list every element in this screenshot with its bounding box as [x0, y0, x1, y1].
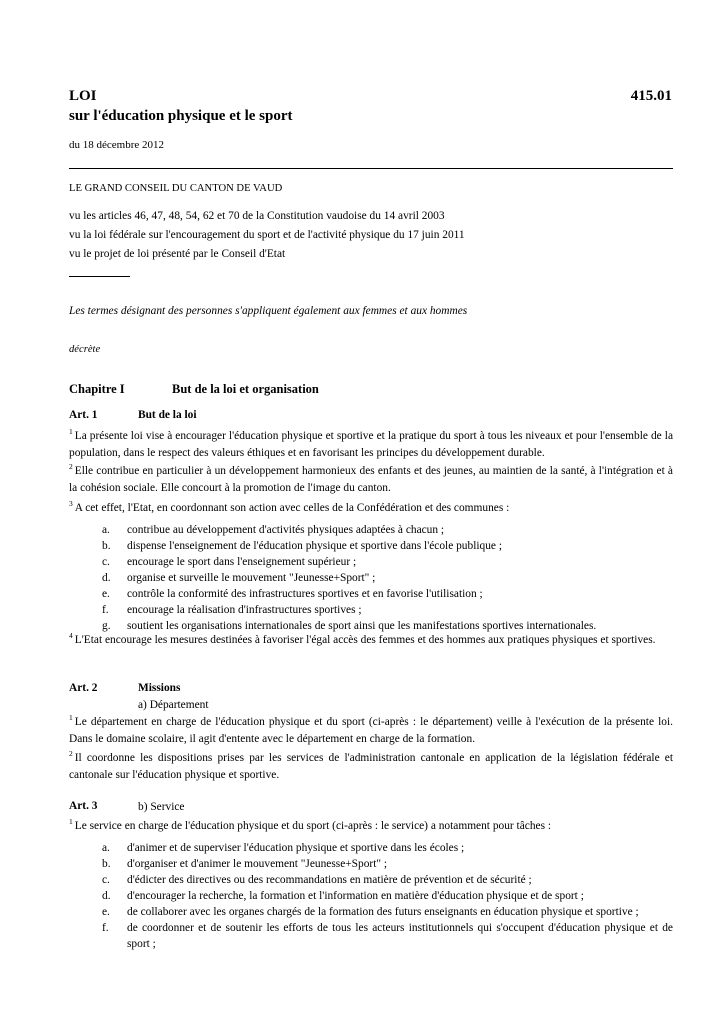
consideration: vu la loi fédérale sur l'encouragement du sport et de l'activité physique du 17 juin 2011 — [69, 229, 465, 241]
article-title: Missions — [138, 682, 181, 694]
article-label: Art. 2 — [69, 682, 98, 694]
list-item-text: organise et surveille le mouvement "Jeunesse+Sport" ; — [127, 572, 376, 584]
list-item-text: d'organiser et d'animer le mouvement "Jeunesse+Sport" ; — [127, 858, 388, 870]
law-title: sur l'éducation physique et le sport — [69, 108, 293, 124]
paragraph-text: Le département en charge de l'éducation physique et du sport (ci-après : le département) veille à l'exécution de la présente loi. Dans le domaine scolaire, il agit d'entente avec le département en charge de la formation. — [69, 716, 673, 745]
paragraph — [69, 714, 673, 748]
paragraph-text: A cet effet, l'Etat, en coordonnant son action avec celles de la Confédération et des communes : — [74, 502, 510, 514]
paragraph — [69, 463, 673, 497]
paragraph-text: La présente loi vise à encourager l'éducation physique et sportive et la pratique du sport à tous les niveaux et pour l'ensemble de la population, dans le respect des valeurs éthiques et en favorisant les principes du développement durable. — [69, 430, 673, 459]
list-item-text: encourage la réalisation d'infrastructures sportives ; — [127, 604, 362, 616]
paragraph-number: 2 — [69, 462, 73, 472]
paragraph-number: 1 — [69, 713, 73, 723]
list-item-letter: e. — [102, 588, 110, 600]
list-item-text: dispense l'enseignement de l'éducation physique et sportive dans l'école publique ; — [127, 540, 502, 552]
list-item-letter: c. — [102, 874, 110, 886]
paragraph — [69, 500, 673, 517]
gender-note: Les termes désignant des personnes s'appliquent également aux femmes et aux hommes — [69, 305, 468, 317]
list-item-letter: b. — [102, 540, 111, 552]
list-item-text: d'encourager la recherche, la formation et l'information en matière d'éducation physique et de sport ; — [127, 890, 584, 902]
paragraph-text: Il coordonne les dispositions prises par les services de l'administration cantonale en application de la législation fédérale et cantonale sur l'éducation physique et sportive. — [69, 752, 673, 781]
list-item — [69, 538, 673, 554]
paragraph-text: L'Etat encourage les mesures destinées à favoriser l'égal accès des femmes et des hommes aux pratiques physiques et sportives. — [74, 634, 656, 646]
list-item-letter: b. — [102, 858, 111, 870]
list-item — [69, 856, 673, 872]
list-item-text: de coordonner et de soutenir les efforts de tous les acteurs institutionnels qui s'occupent d'éducation physique et de sport ; — [127, 922, 673, 950]
paragraph — [69, 750, 673, 784]
article-subtitle: a) Département — [138, 699, 209, 711]
article-3-list — [69, 840, 673, 952]
list-item — [69, 920, 673, 952]
list-item — [69, 554, 673, 570]
list-item — [69, 586, 673, 602]
list-item-letter: a. — [102, 524, 110, 536]
article-title: But de la loi — [138, 409, 197, 421]
paragraph-number: 1 — [69, 817, 73, 827]
consideration: vu le projet de loi présenté par le Conseil d'Etat — [69, 248, 286, 260]
list-item — [69, 570, 673, 586]
list-item-text: d'édicter des directives ou des recommandations en matière de prévention et de sécurité ; — [127, 874, 532, 886]
list-item — [69, 840, 673, 856]
list-item-text: encourage le sport dans l'enseignement supérieur ; — [127, 556, 357, 568]
issuer: LE GRAND CONSEIL DU CANTON DE VAUD — [69, 183, 283, 194]
list-item-letter: e. — [102, 906, 110, 918]
paragraph-text: Le service en charge de l'éducation physique et du sport (ci-après : le service) a notamment pour tâches : — [74, 820, 552, 832]
chapter-label: Chapitre I — [69, 382, 125, 396]
paragraph-number: 4 — [69, 631, 73, 641]
law-number: 415.01 — [630, 88, 672, 104]
paragraph-number: 1 — [69, 427, 73, 437]
short-divider — [69, 276, 130, 277]
article-title: b) Service — [138, 801, 185, 813]
list-item-text: de collaborer avec les organes chargés de la formation des futurs enseignants en éducation physique et sportive ; — [127, 906, 639, 918]
list-item-letter: g. — [102, 620, 111, 632]
list-item — [69, 904, 673, 920]
paragraph-number: 2 — [69, 749, 73, 759]
paragraph-text: Elle contribue en particulier à un développement harmonieux des enfants et des jeunes, au maintien de la santé, à l'intégration et à la cohésion sociale. Elle concourt à la promotion de l'image du canton. — [69, 465, 673, 494]
list-item-letter: f. — [102, 604, 109, 616]
decree: décrète — [69, 344, 101, 355]
list-item-letter: a. — [102, 842, 110, 854]
consideration: vu les articles 46, 47, 48, 54, 62 et 70 de la Constitution vaudoise du 14 avril 2003 — [69, 210, 445, 222]
list-item — [69, 872, 673, 888]
header-divider — [69, 168, 673, 169]
paragraph — [69, 632, 673, 649]
list-item — [69, 602, 673, 618]
paragraph — [69, 818, 673, 835]
list-item-text: contrôle la conformité des infrastructures sportives et en favorise l'utilisation ; — [127, 588, 483, 600]
paragraph-number: 3 — [69, 499, 73, 509]
list-item-letter: c. — [102, 556, 110, 568]
list-item-letter: f. — [102, 922, 109, 934]
list-item-text: soutient les organisations internationales de sport ainsi que les manifestations sportives internationales. — [127, 620, 597, 632]
list-item — [69, 522, 673, 538]
article-1-list — [69, 522, 673, 634]
list-item-letter: d. — [102, 572, 111, 584]
chapter-title: But de la loi et organisation — [172, 382, 319, 396]
list-item-text: contribue au développement d'activités physiques adaptées à chacun ; — [127, 524, 445, 536]
law-date: du 18 décembre 2012 — [69, 139, 164, 151]
law-type: LOI — [69, 88, 97, 104]
article-label: Art. 1 — [69, 409, 98, 421]
list-item — [69, 888, 673, 904]
article-label: Art. 3 — [69, 800, 98, 812]
paragraph — [69, 428, 673, 462]
list-item-text: d'animer et de superviser l'éducation physique et sportive dans les écoles ; — [127, 842, 465, 854]
list-item-letter: d. — [102, 890, 111, 902]
